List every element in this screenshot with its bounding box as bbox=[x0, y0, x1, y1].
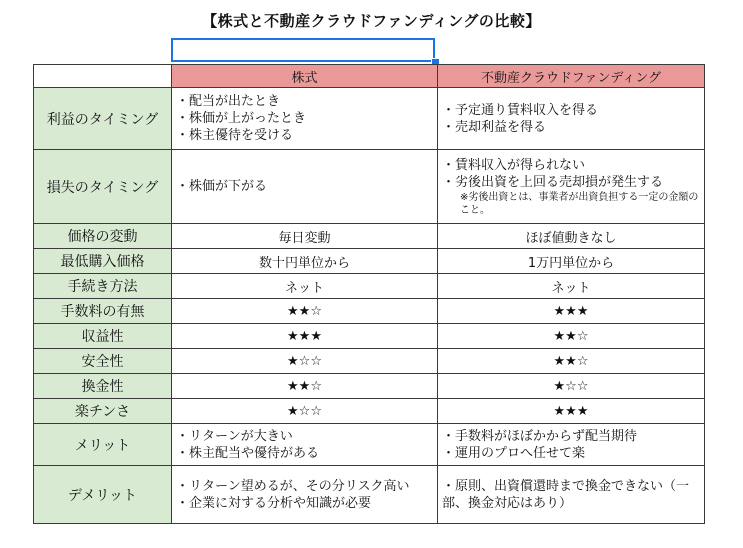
stock-cell[interactable]: 数十円単位から bbox=[172, 249, 438, 274]
row-label[interactable]: 手数料の有無 bbox=[34, 299, 172, 324]
crowdfunding-text: ・予定通り賃料収入を得る bbox=[442, 102, 599, 118]
table-row bbox=[34, 324, 705, 349]
stock-cell[interactable] bbox=[172, 466, 438, 524]
stock-rating[interactable]: ★☆☆ bbox=[172, 399, 438, 424]
table-row bbox=[34, 150, 705, 224]
crowdfunding-text: ・劣後出資を上回る売却損が発生する bbox=[442, 174, 664, 190]
row-label[interactable]: 損失のタイミング bbox=[34, 150, 172, 224]
stock-text: ・リターン望めるが、その分リスク高い bbox=[176, 478, 410, 494]
table-row bbox=[34, 249, 705, 274]
corner-cell[interactable] bbox=[34, 65, 172, 88]
row-label[interactable]: 手続き方法 bbox=[34, 274, 172, 299]
stock-text: ・株価が上がったとき bbox=[176, 111, 307, 126]
column-header-stock[interactable]: 株式 bbox=[172, 65, 438, 88]
crowdfunding-cell[interactable] bbox=[438, 150, 705, 224]
row-label[interactable]: デメリット bbox=[34, 466, 172, 524]
crowdfunding-cell[interactable]: ネット bbox=[438, 274, 705, 299]
stock-rating[interactable]: ★★☆ bbox=[172, 374, 438, 399]
crowdfunding-text: ・運用のプロへ任せて楽 bbox=[442, 445, 586, 461]
crowdfunding-cell[interactable]: ほぼ値動きなし bbox=[438, 224, 705, 249]
crowdfunding-rating[interactable]: ★★★ bbox=[438, 399, 705, 424]
comparison-table bbox=[33, 64, 705, 524]
stock-rating[interactable]: ★☆☆ bbox=[172, 349, 438, 374]
stock-cell[interactable] bbox=[172, 88, 438, 150]
crowdfunding-cell[interactable] bbox=[438, 88, 705, 150]
stock-rating[interactable]: ★★☆ bbox=[172, 299, 438, 324]
column-header-crowdfunding[interactable]: 不動産クラウドファンディング bbox=[438, 65, 705, 88]
crowdfunding-text: ・賃料収入が得られない bbox=[442, 157, 586, 173]
page-title: 【株式と不動産クラウドファンディングの比較】 bbox=[202, 12, 541, 30]
stock-text: ・株価が下がる bbox=[176, 179, 268, 194]
table-row bbox=[34, 399, 705, 424]
stock-text: ・株主配当や優待がある bbox=[176, 445, 320, 461]
stock-text: ・企業に対する分析や知識が必要 bbox=[176, 495, 372, 511]
stock-text: ・リターンが大きい bbox=[176, 428, 293, 444]
table-row bbox=[34, 374, 705, 399]
table-row bbox=[34, 299, 705, 324]
row-label[interactable]: 価格の変動 bbox=[34, 224, 172, 249]
crowdfunding-cell[interactable] bbox=[438, 466, 705, 524]
stock-cell[interactable] bbox=[172, 424, 438, 466]
crowdfunding-rating[interactable]: ★★☆ bbox=[438, 349, 705, 374]
table-row bbox=[34, 274, 705, 299]
selected-cell[interactable] bbox=[171, 38, 435, 62]
row-label[interactable]: 利益のタイミング bbox=[34, 88, 172, 150]
crowdfunding-text: ・手数料がほぼかからず配当期待 bbox=[442, 428, 638, 444]
row-label[interactable]: 収益性 bbox=[34, 324, 172, 349]
stock-rating[interactable]: ★★★ bbox=[172, 324, 438, 349]
crowdfunding-rating[interactable]: ★☆☆ bbox=[438, 374, 705, 399]
crowdfunding-text: ・売却利益を得る bbox=[442, 119, 547, 135]
stock-text: ・配当が出たとき bbox=[176, 94, 281, 109]
table-row bbox=[34, 349, 705, 374]
crowdfunding-cell[interactable] bbox=[438, 424, 705, 466]
crowdfunding-note: ※劣後出資とは、事業者が出資負担する一定の金額のこと。 bbox=[460, 191, 699, 216]
stock-text: ・株主優待を受ける bbox=[176, 128, 294, 143]
stock-cell[interactable]: 毎日変動 bbox=[172, 224, 438, 249]
crowdfunding-cell[interactable]: 1万円単位から bbox=[438, 249, 705, 274]
row-label[interactable]: 安全性 bbox=[34, 349, 172, 374]
row-label[interactable]: 換金性 bbox=[34, 374, 172, 399]
header-row bbox=[34, 65, 705, 88]
crowdfunding-rating[interactable]: ★★☆ bbox=[438, 324, 705, 349]
row-label[interactable]: 楽チンさ bbox=[34, 399, 172, 424]
row-label[interactable]: 最低購入価格 bbox=[34, 249, 172, 274]
stock-cell[interactable] bbox=[172, 150, 438, 224]
stock-cell[interactable]: ネット bbox=[172, 274, 438, 299]
table-row bbox=[34, 424, 705, 466]
table-row bbox=[34, 466, 705, 524]
table-row bbox=[34, 224, 705, 249]
row-label[interactable]: メリット bbox=[34, 424, 172, 466]
crowdfunding-text: ・原則、出資償還時まで換金できない（一部、換金対応はあり） bbox=[442, 478, 690, 511]
crowdfunding-rating[interactable]: ★★★ bbox=[438, 299, 705, 324]
table-row bbox=[34, 88, 705, 150]
